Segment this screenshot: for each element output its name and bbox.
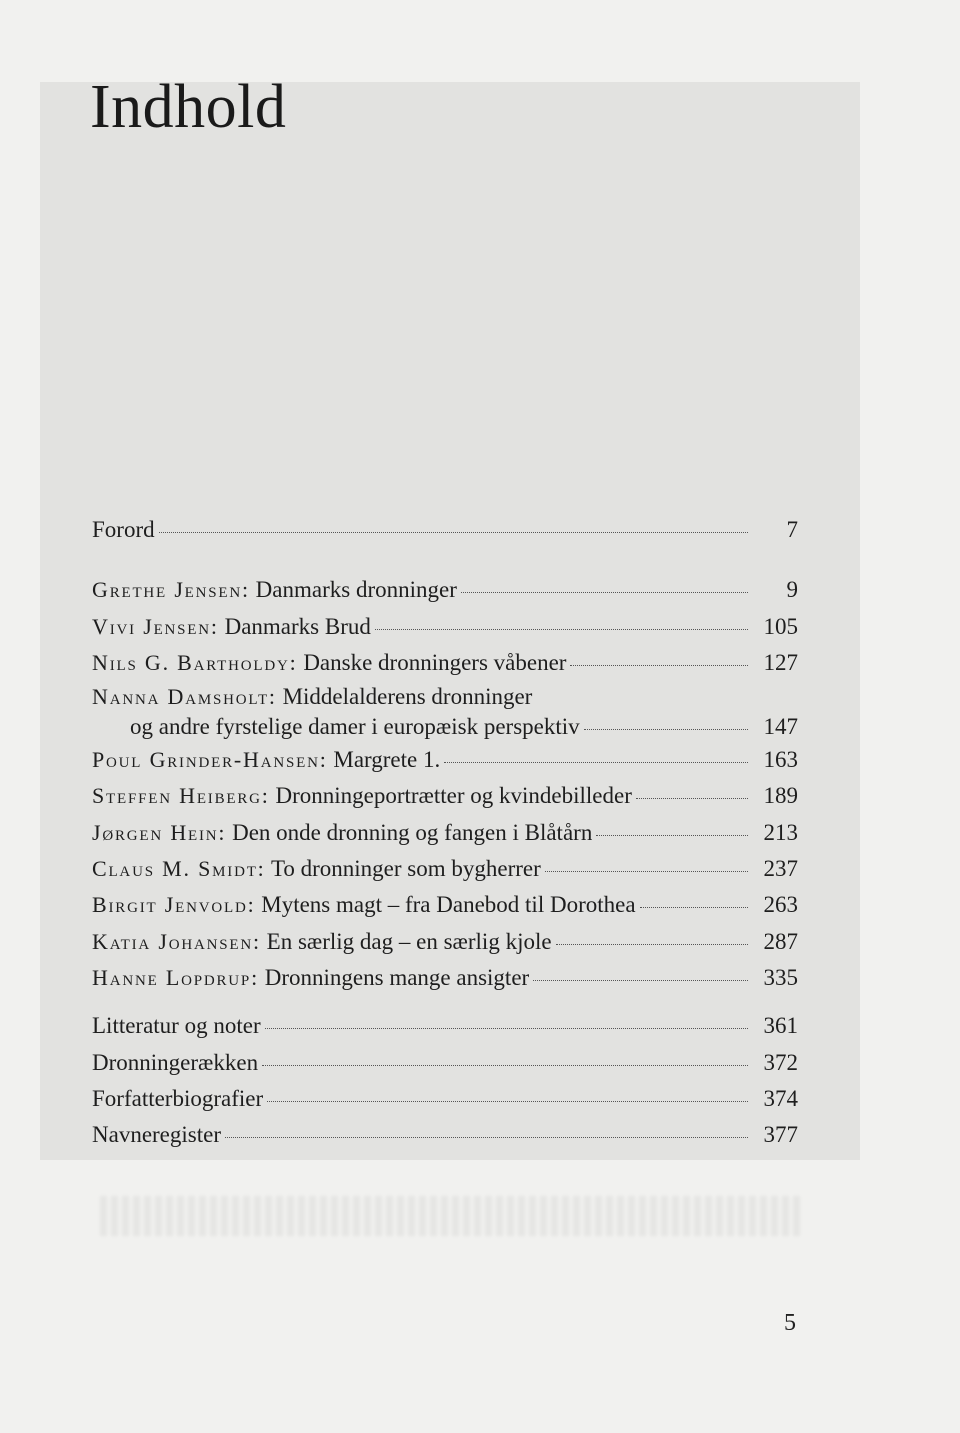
toc-entry-page: 7 [786,517,798,542]
toc-entry-page: 377 [763,1122,798,1148]
dot-leader [584,729,748,730]
toc-entry-page: 9 [786,577,798,603]
toc-entry-author: Grethe Jensen: [92,577,250,603]
table-of-contents [92,512,798,1153]
toc-entry-text [92,887,636,923]
toc-entry-chapter [92,924,798,960]
toc-entry-title: To dronninger som bygherrer [270,856,541,882]
toc-entry-text [92,851,541,887]
toc-entry-chapter [92,851,798,887]
dot-leader [640,907,748,908]
toc-entry-back-matter [92,1117,798,1153]
toc-entry-page: 361 [763,1013,798,1039]
toc-entry-back-matter [92,1045,798,1081]
toc-entry-chapter [92,887,798,923]
toc-entry-back-matter [92,1081,798,1117]
page-number: 5 [784,1310,796,1336]
dot-leader [225,1137,748,1138]
toc-entry-page: 147 [763,714,798,740]
toc-entry-continuation [92,712,798,742]
toc-entry-chapter [92,645,798,681]
dot-leader [461,592,748,593]
toc-entry-title: Forord [92,517,155,542]
toc-entry-chapter [92,742,798,778]
toc-entry-title: Dronningens mange ansigter [264,964,530,990]
toc-entry-author: Poul Grinder-Hansen: [92,747,328,773]
toc-entry-text [92,742,440,778]
toc-entry-page: 335 [763,964,798,990]
dot-leader [636,798,748,799]
toc-entry-chapter [92,572,798,608]
toc-entry-title: En særlig dag – en særlig kjole [266,928,552,954]
dot-leader [570,665,748,666]
toc-entry-title: Danmarks dronninger [255,577,457,603]
toc-entry-title: Danmarks Brud [224,613,371,639]
toc-entry-chapter [92,960,798,996]
dot-leader [159,532,748,533]
toc-entry-author: Birgit Jenvold: [92,892,256,918]
dot-leader [375,629,748,630]
dot-leader [262,1065,748,1066]
toc-entry-author: Katia Johansen: [92,928,261,954]
toc-entry-title-continued: og andre fyrstelige damer i europæisk perspektiv [130,714,580,740]
dot-leader [596,835,748,836]
toc-entry-title: Forfatterbiografier [92,1085,264,1111]
dot-leader [267,1101,748,1102]
toc-entry-title: Margrete 1. [333,747,441,773]
toc-entry-page: 237 [763,856,798,882]
toc-entry-title: Danske dronningers våbener [303,649,567,675]
show-through-texture [100,1196,800,1236]
toc-entry-text [92,572,457,608]
toc-entry-text [92,778,632,814]
toc-entry-chapter [92,778,798,814]
toc-entry-page: 372 [763,1049,798,1075]
toc-entry-page: 127 [763,649,798,675]
toc-entry-page: 213 [763,819,798,845]
toc-entry-text [92,681,798,712]
toc-entry-title: Mytens magt – fra Danebod til Dorothea [261,892,636,918]
toc-entry-page: 263 [763,892,798,918]
toc-entry-text [92,645,566,681]
dot-leader [533,980,748,981]
toc-entry-chapter [92,609,798,645]
toc-entry-page: 374 [763,1085,798,1111]
dot-leader [444,762,748,763]
toc-entry-title: Navneregister [92,1122,221,1148]
toc-entry-page: 287 [763,928,798,954]
toc-entry-back-matter [92,1008,798,1044]
dot-leader [545,871,748,872]
toc-entry-page: 163 [763,747,798,773]
toc-entry-author: Steffen Heiberg: [92,783,270,809]
dot-leader [556,944,748,945]
toc-entry-page: 189 [763,783,798,809]
toc-entry-text [92,960,529,996]
toc-entry-forord [92,512,798,548]
toc-entry-chapter [92,681,798,742]
toc-entry-author: Nils G. Bartholdy: [92,649,298,675]
toc-entry-page: 105 [763,613,798,639]
toc-entry-text [92,815,592,851]
toc-entry-title: Den onde dronning og fangen i Blåtårn [232,819,593,845]
toc-entry-text [92,609,371,645]
toc-entry-author: Nanna Damsholt: [92,684,277,710]
toc-entry-author: Claus M. Smidt: [92,856,266,882]
page-title: Indhold [90,73,287,141]
toc-entry-text [92,924,552,960]
toc-entry-author: Vivi Jensen: [92,613,219,639]
toc-entry-author: Hanne Lopdrup: [92,964,259,990]
toc-entry-title: Dronningeportrætter og kvindebilleder [275,783,632,809]
toc-entry-title: Middelalderens dronninger [282,684,533,710]
toc-entry-chapter [92,815,798,851]
toc-entry-title: Litteratur og noter [92,1013,261,1039]
dot-leader [265,1028,748,1029]
toc-entry-title: Dronningerækken [92,1049,259,1075]
toc-entry-author: Jørgen Hein: [92,819,227,845]
